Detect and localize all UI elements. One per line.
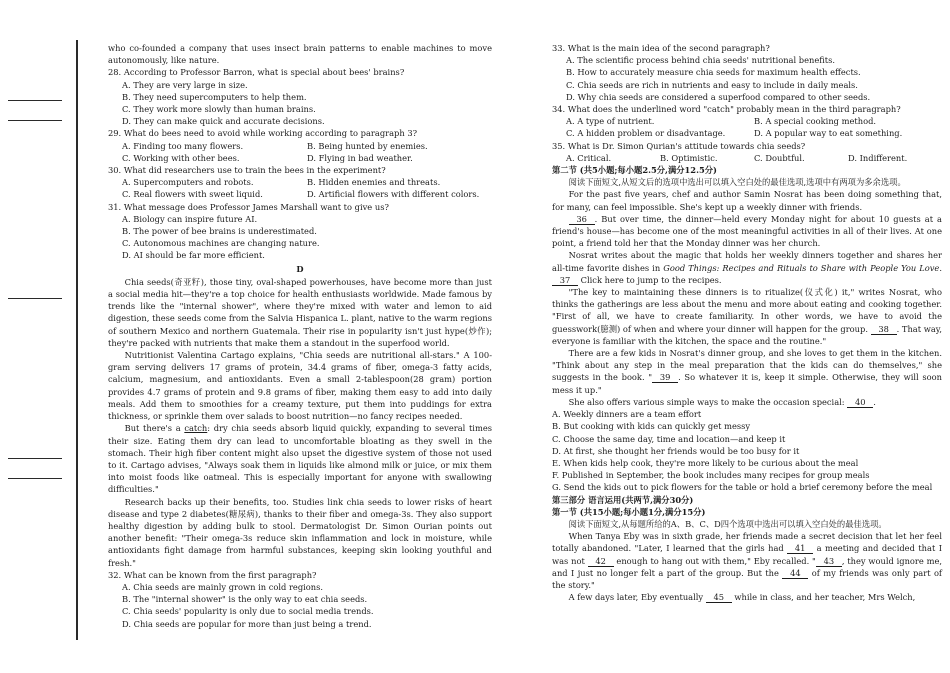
- blank-44[interactable]: 44: [782, 568, 808, 579]
- passage-d-paragraph-3: But there's a catch: dry chia seeds absorb liquid quickly, expanding to several times their size. Eating them dry can lead to uncomfortable bloating as they swell in the stomach. Their high fiber content might also upset the digestive system of those not used to it. Cartago advises, "Always soak them in liquids like almond milk or juice, or mix them into moist foods like oatmeal. This is especially important for anyone with swallowing difficulties.": [108, 423, 492, 495]
- part-3-header: 第三部分 语言运用(共两节,满分30分): [552, 494, 694, 505]
- question-30: [108, 164, 492, 201]
- option-a: A. Supercomputers and robots.: [122, 177, 254, 188]
- question-35: [552, 140, 942, 164]
- option-c: C. They work more slowly than human brains.: [122, 104, 316, 115]
- blank-41[interactable]: 41: [787, 543, 813, 554]
- question-stem: 29. What do bees need to avoid while working according to paragraph 3?: [108, 128, 418, 139]
- option-a: A. A type of nutrient.: [566, 116, 655, 127]
- option-b: B. They need supercomputers to help them.: [122, 91, 307, 102]
- option-d: D. Indifferent.: [848, 152, 908, 163]
- cloze-paragraph-1: For the past five years, chef and author Samin Nosrat has been doing something that, for many, can feel impossible. She's kept up a weekly dinner with friends.: [552, 189, 942, 212]
- cloze-paragraph-2: 36 . But over time, the dinner—held every Monday night for about 10 guests at a friend's house—has become one of the most meaningful activities in all of their lives. At one point, a friend told her that the Monday dinner was her church.: [552, 213, 942, 249]
- language-use-paragraph-1: When Tanya Eby was in sixth grade, her friends made a secret decision that let her feel totally abandoned. "Later, I learned that the girls had 41 a meeting and decided that I was not 42 enough to hang out with them," Eby recalled. " 43 , they would ignore me, and I just no longer felt a part of the group. But the 44 of my friends was only part of the story.": [552, 531, 943, 590]
- cloze-options-list: [552, 408, 942, 493]
- cloze-option: G. Send the kids out to pick flowers for the table or hold a brief ceremony before the meal: [552, 482, 933, 493]
- cloze-option: E. When kids help cook, they're more likely to be curious about the meal: [552, 457, 859, 468]
- cloze-option: C. Choose the same day, time and location—and keep it: [552, 433, 786, 444]
- option-a: A. Critical.: [566, 152, 612, 163]
- left-column: [108, 42, 492, 630]
- option-b: B. Being hunted by enemies.: [307, 140, 428, 151]
- section-1-instructions: 阅读下面短文,从每题所给的A、B、C、D四个选项中选出可以填入空白处的最佳选项。: [568, 518, 887, 529]
- language-use-paragraph-2: A few days later, Eby eventually 45 while in class, and her teacher, Mrs Welch,: [568, 592, 916, 603]
- exam-page: [108, 42, 942, 662]
- cloze-paragraph-6: She also offers various simple ways to make the occasion special: 40 .: [568, 396, 876, 407]
- passage-d-paragraph-4: Research backs up their benefits, too. Studies link chia seeds to lower risks of heart disease and type 2 diabetes(糖尿病), thanks to their fiber and omega-3s. They also support healthy digestion by adding bulk to stool. Dermatologist Dr. Simon Ourian points out another benefit: "Their omega-3s reduce skin inflammation and lock in moisture, while antioxidants fight damage from harmful substances, keeping skin looking youthful and fresh.": [108, 496, 492, 568]
- option-c: C. Doubtful.: [754, 152, 805, 163]
- blank-37[interactable]: 37: [552, 275, 578, 286]
- question-stem: 35. What is Dr. Simon Qurian's attitude towards chia seeds?: [552, 140, 806, 151]
- margin-tick: [8, 478, 62, 479]
- question-stem: 34. What does the underlined word "catch" probably mean in the third paragraph?: [552, 104, 901, 115]
- question-stem: 32. What can be known from the first paragraph?: [108, 569, 317, 580]
- question-stem: 30. What did researchers use to train the bees in the experiment?: [108, 165, 386, 176]
- blank-36[interactable]: 36: [569, 214, 595, 225]
- margin-tick: [8, 120, 62, 121]
- option-d: D. Chia seeds are popular for more than just being a trend.: [122, 618, 372, 629]
- blank-39[interactable]: 39: [652, 372, 678, 383]
- option-a: A. The scientific process behind chia seeds' nutritional benefits.: [566, 55, 836, 66]
- question-stem: 33. What is the main idea of the second paragraph?: [552, 43, 770, 53]
- margin-tick: [8, 100, 62, 101]
- option-b: B. The "internal shower" is the only way to eat chia seeds.: [122, 594, 368, 605]
- section-2-instructions: 阅读下面短文,从短文后的选项中选出可以填入空白处的最佳选项,选项中有两项为多余选项。: [568, 177, 906, 188]
- cloze-paragraph-5: There are a few kids in Nosrat's dinner group, and she loves to get them in the kitchen. "Think about any step in the meal preparation that the kids can do themselves," she suggests in the book. " 39 . So whatever it is, keep it simple. Otherwise, they will soon mess it up.": [552, 348, 942, 395]
- cloze-paragraph-4: "The key to maintaining these dinners is to ritualize(仪式化) it," writes Nosrat, who thinks the gatherings are less about the menu and more about eating and cooking together. "First of all, we have to create familiarity. In other words, we have to avoid the guesswork(臆测) of when and where your dinner will happen for the group. 38 . That way, everyone is familiar with the kitchen, the space and the routine.": [552, 287, 943, 346]
- option-a: A. They are very large in size.: [122, 79, 248, 90]
- question-29: [108, 127, 492, 164]
- question-31: [108, 201, 492, 262]
- option-b: B. A special cooking method.: [754, 116, 877, 127]
- passage-d-paragraph-2: Nutritionist Valentina Cartago explains, "Chia seeds are nutritional all-stars." A 100-gram serving delivers 17 grams of protein, 34.4 grams of fiber, omega-3 fatty acids, calcium, magnesium, and antioxidants. Even a small 2-tablespoon(28 gram) portion provides 4.7 grams of protein and 9.8 grams of fiber, making them easy to add into daily meals. Add them to smoothies for a creamy texture, put them into puddings for extra thickness, or sprinkle them over salads to boost nutrition—no fancy recipes needed.: [108, 350, 492, 422]
- question-33: [552, 42, 942, 103]
- question-stem: 31. What message does Professor James Marshall want to give us?: [108, 201, 389, 212]
- section-1-header: 第一节 (共15小题;每小题1分,满分15分): [552, 506, 706, 517]
- binding-margin-line: [76, 40, 78, 640]
- option-d: D. Artificial flowers with different colors.: [307, 189, 480, 200]
- option-c: C. Chia seeds' popularity is only due to social media trends.: [122, 606, 374, 617]
- option-a: A. Chia seeds are mainly grown in cold regions.: [122, 581, 324, 592]
- option-c: C. Working with other bees.: [122, 152, 240, 163]
- option-d: D. A popular way to eat something.: [754, 128, 903, 139]
- question-28: [108, 66, 492, 127]
- cloze-option: F. Published in September, the book includes many recipes for group meals: [552, 470, 870, 481]
- blank-42[interactable]: 42: [588, 556, 614, 567]
- option-b: B. Hidden enemies and threats.: [307, 177, 441, 188]
- option-b: B. How to accurately measure chia seeds for maximum health effects.: [566, 67, 861, 78]
- passage-d-paragraph-1: Chia seeds(奇亚籽), those tiny, oval-shaped powerhouses, have become more than just a social media hit—they're a top choice for health enthusiasts worldwide. Made famous by trends like the "internal shower", where they're mixed with water and lemon to aid digestion, these seeds come from the Salvia Hispanica L. plant, native to the warm regions of southern Mexico and northern Guatemala. Their rise in popularity isn't just hype(炒作); they're packed with nutrients that make them a standout in the superfood world.: [108, 276, 492, 348]
- book-title: Good Things: Recipes and Rituals to Share with People You Love: [663, 262, 940, 273]
- section-2-header: 第二节 (共5小题;每小题2.5分,满分12.5分): [552, 165, 717, 176]
- option-c: C. A hidden problem or disadvantage.: [566, 128, 726, 139]
- underlined-word-catch: catch: [184, 423, 208, 434]
- question-34: [552, 103, 942, 140]
- blank-43[interactable]: 43: [816, 556, 842, 567]
- question-stem: 28. According to Professor Barron, what is special about bees' brains?: [108, 67, 405, 78]
- right-column: [552, 42, 942, 603]
- option-c: C. Real flowers with sweet liquid.: [122, 189, 263, 200]
- option-b: B. Optimistic.: [660, 152, 718, 163]
- question-32: [108, 569, 492, 630]
- margin-tick: [8, 458, 62, 459]
- option-c: C. Chia seeds are rich in nutrients and easy to include in daily meals.: [566, 79, 858, 90]
- cloze-option: B. But cooking with kids can quickly get messy: [552, 421, 751, 432]
- passage-d-title: D: [296, 263, 304, 274]
- blank-40[interactable]: 40: [847, 397, 873, 408]
- passage-c-ending: who co-founded a company that uses insect brain patterns to enable machines to move autonomously, like nature.: [108, 43, 492, 66]
- option-b: B. The power of bee brains is underestimated.: [122, 226, 317, 237]
- blank-45[interactable]: 45: [706, 592, 732, 603]
- cloze-option: D. At first, she thought her friends would be too busy for it: [552, 445, 800, 456]
- option-d: D. AI should be far more efficient.: [122, 250, 265, 261]
- margin-tick: [8, 298, 62, 299]
- option-d: D. Flying in bad weather.: [307, 152, 413, 163]
- option-a: A. Biology can inspire future AI.: [122, 213, 258, 224]
- option-a: A. Finding too many flowers.: [122, 140, 244, 151]
- option-c: C. Autonomous machines are changing nature.: [122, 238, 320, 249]
- option-d: D. Why chia seeds are considered a superfood compared to other seeds.: [566, 91, 871, 102]
- cloze-paragraph-3: Nosrat writes about the magic that holds her weekly dinners together and shares her all-time favorite dishes in Good Things: Recipes and Rituals to Share with People You Love. 37 Click here to jump to the recipes.: [552, 250, 942, 285]
- option-d: D. They can make quick and accurate decisions.: [122, 116, 325, 127]
- cloze-option: A. Weekly dinners are a team effort: [552, 409, 702, 420]
- blank-38[interactable]: 38: [871, 324, 897, 335]
